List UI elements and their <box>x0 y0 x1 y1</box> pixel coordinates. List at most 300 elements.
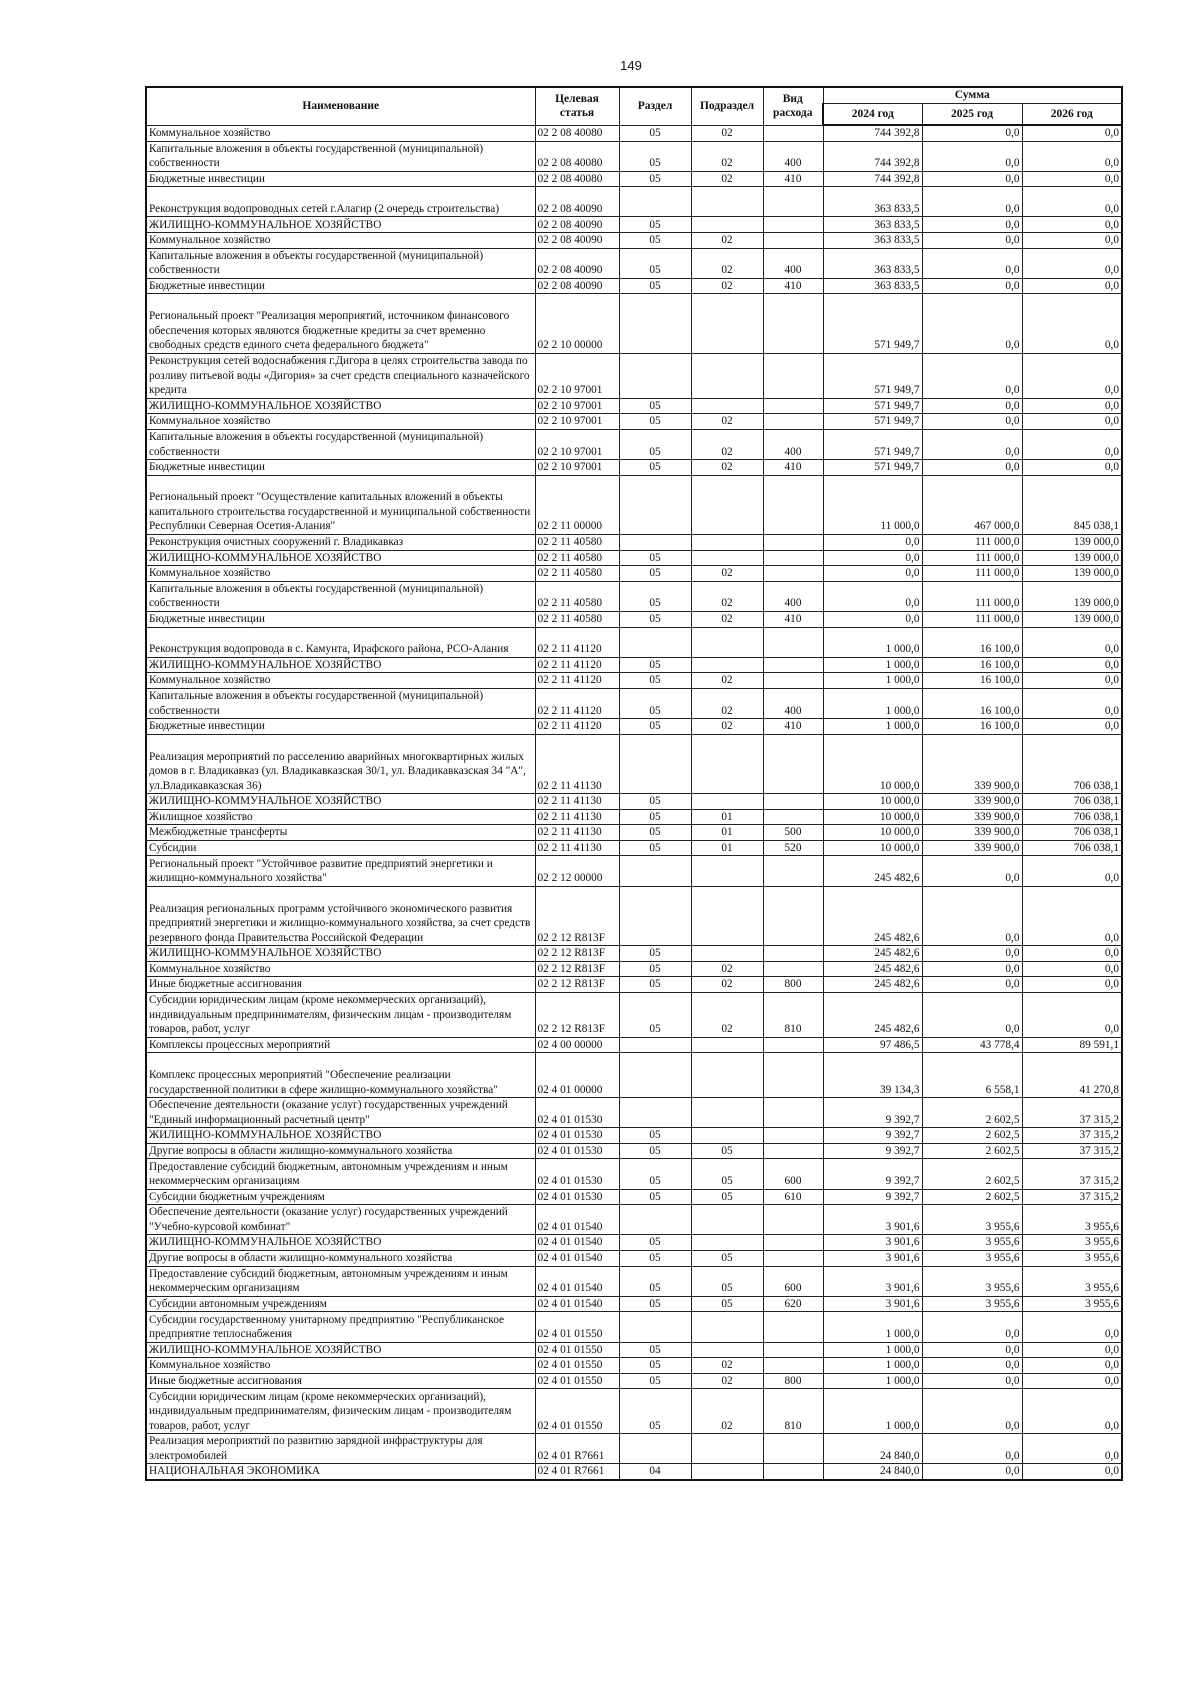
cell-target-article: 02 2 12 R813F <box>535 977 619 993</box>
cell-subsection: 05 <box>691 1266 763 1296</box>
cell-name: Жилищное хозяйство <box>146 809 535 825</box>
cell-name: ЖИЛИЩНО-КОММУНАЛЬНОЕ ХОЗЯЙСТВО <box>146 217 535 233</box>
cell-section: 05 <box>619 429 691 459</box>
cell-sum-2025: 0,0 <box>922 294 1022 353</box>
cell-expense-type: 400 <box>763 248 823 278</box>
cell-target-article: 02 4 01 01540 <box>535 1205 619 1235</box>
cell-sum-2026: 0,0 <box>1022 627 1122 657</box>
table-row <box>146 1053 1122 1098</box>
cell-sum-2025: 339 900,0 <box>922 794 1022 810</box>
cell-target-article: 02 4 01 01540 <box>535 1235 619 1251</box>
cell-name: Капитальные вложения в объекты государственной (муниципальной) собственности <box>146 141 535 171</box>
cell-section <box>619 294 691 353</box>
header-section: Раздел <box>619 87 691 125</box>
cell-target-article: 02 2 10 97001 <box>535 353 619 398</box>
cell-sum-2025: 2 602,5 <box>922 1143 1022 1159</box>
cell-name: Обеспечение деятельности (оказание услуг) государственных учреждений "Единый информационный расчетный центр" <box>146 1098 535 1128</box>
cell-name: ЖИЛИЩНО-КОММУНАЛЬНОЕ ХОЗЯЙСТВО <box>146 657 535 673</box>
cell-sum-2026: 0,0 <box>1022 1358 1122 1374</box>
header-year-2024: 2024 год <box>823 103 922 125</box>
table-row <box>146 856 1122 886</box>
cell-target-article: 02 2 11 41130 <box>535 840 619 856</box>
cell-sum-2025: 339 900,0 <box>922 840 1022 856</box>
cell-sum-2026: 706 038,1 <box>1022 794 1122 810</box>
cell-sum-2026: 3 955,6 <box>1022 1296 1122 1312</box>
cell-section: 05 <box>619 581 691 611</box>
cell-target-article: 02 2 11 41130 <box>535 825 619 841</box>
cell-target-article: 02 2 11 41120 <box>535 657 619 673</box>
cell-name: Другие вопросы в области жилищно-коммунального хозяйства <box>146 1143 535 1159</box>
cell-sum-2025: 2 602,5 <box>922 1128 1022 1144</box>
table-row <box>146 946 1122 962</box>
cell-expense-type <box>763 550 823 566</box>
cell-subsection: 01 <box>691 809 763 825</box>
cell-target-article: 02 2 11 40580 <box>535 550 619 566</box>
cell-sum-2026: 3 955,6 <box>1022 1266 1122 1296</box>
cell-sum-2025: 111 000,0 <box>922 534 1022 550</box>
table-row <box>146 1037 1122 1053</box>
cell-sum-2025: 2 602,5 <box>922 1189 1022 1205</box>
cell-sum-2025: 111 000,0 <box>922 581 1022 611</box>
cell-expense-type <box>763 809 823 825</box>
cell-name: НАЦИОНАЛЬНАЯ ЭКОНОМИКА <box>146 1464 535 1480</box>
cell-sum-2024: 744 392,8 <box>823 171 922 187</box>
cell-name: ЖИЛИЩНО-КОММУНАЛЬНОЕ ХОЗЯЙСТВО <box>146 1235 535 1251</box>
cell-subsection: 02 <box>691 673 763 689</box>
cell-section <box>619 1037 691 1053</box>
cell-name: Коммунальное хозяйство <box>146 566 535 582</box>
table-row <box>146 1098 1122 1128</box>
cell-sum-2024: 1 000,0 <box>823 1358 922 1374</box>
cell-subsection: 05 <box>691 1296 763 1312</box>
cell-section: 05 <box>619 809 691 825</box>
cell-expense-type <box>763 125 823 141</box>
cell-expense-type <box>763 1143 823 1159</box>
table-row <box>146 840 1122 856</box>
cell-subsection <box>691 1053 763 1098</box>
cell-sum-2025: 0,0 <box>922 414 1022 430</box>
cell-sum-2024: 571 949,7 <box>823 398 922 414</box>
cell-sum-2025: 339 900,0 <box>922 825 1022 841</box>
cell-expense-type <box>763 566 823 582</box>
cell-expense-type <box>763 187 823 217</box>
cell-sum-2026: 3 955,6 <box>1022 1235 1122 1251</box>
table-row <box>146 688 1122 718</box>
cell-section: 05 <box>619 1389 691 1434</box>
cell-subsection <box>691 627 763 657</box>
cell-section: 05 <box>619 961 691 977</box>
cell-target-article: 02 2 11 00000 <box>535 475 619 534</box>
cell-expense-type <box>763 856 823 886</box>
cell-sum-2026: 0,0 <box>1022 217 1122 233</box>
cell-sum-2024: 1 000,0 <box>823 1373 922 1389</box>
table-row <box>146 550 1122 566</box>
cell-target-article: 02 2 11 41130 <box>535 734 619 793</box>
cell-sum-2026: 0,0 <box>1022 414 1122 430</box>
cell-sum-2025: 0,0 <box>922 1358 1022 1374</box>
cell-sum-2025: 111 000,0 <box>922 550 1022 566</box>
cell-sum-2024: 9 392,7 <box>823 1098 922 1128</box>
header-sum: Сумма <box>823 87 1122 103</box>
cell-sum-2024: 0,0 <box>823 611 922 627</box>
table-row <box>146 1189 1122 1205</box>
cell-sum-2024: 9 392,7 <box>823 1128 922 1144</box>
cell-sum-2025: 3 955,6 <box>922 1266 1022 1296</box>
table-row <box>146 414 1122 430</box>
cell-name: Субсидии автономным учреждениям <box>146 1296 535 1312</box>
cell-section: 05 <box>619 1266 691 1296</box>
cell-sum-2026: 706 038,1 <box>1022 734 1122 793</box>
cell-name: Другие вопросы в области жилищно-коммунального хозяйства <box>146 1250 535 1266</box>
cell-subsection: 02 <box>691 429 763 459</box>
cell-expense-type: 600 <box>763 1159 823 1189</box>
cell-sum-2024: 11 000,0 <box>823 475 922 534</box>
cell-subsection <box>691 1434 763 1464</box>
cell-expense-type <box>763 1342 823 1358</box>
cell-expense-type <box>763 217 823 233</box>
cell-target-article: 02 4 01 01540 <box>535 1250 619 1266</box>
cell-expense-type: 610 <box>763 1189 823 1205</box>
cell-expense-type <box>763 1235 823 1251</box>
cell-subsection <box>691 657 763 673</box>
cell-name: Коммунальное хозяйство <box>146 125 535 141</box>
cell-sum-2024: 363 833,5 <box>823 187 922 217</box>
cell-target-article: 02 2 11 41130 <box>535 794 619 810</box>
cell-sum-2025: 339 900,0 <box>922 734 1022 793</box>
cell-name: Реконструкция водопровода в с. Камунта, Ирафского района, РСО-Алания <box>146 627 535 657</box>
cell-sum-2025: 2 602,5 <box>922 1159 1022 1189</box>
cell-expense-type: 800 <box>763 977 823 993</box>
cell-sum-2025: 3 955,6 <box>922 1296 1022 1312</box>
cell-sum-2026: 0,0 <box>1022 961 1122 977</box>
cell-sum-2025: 16 100,0 <box>922 627 1022 657</box>
table-row <box>146 825 1122 841</box>
cell-sum-2025: 111 000,0 <box>922 566 1022 582</box>
cell-sum-2026: 0,0 <box>1022 673 1122 689</box>
cell-target-article: 02 4 01 00000 <box>535 1053 619 1098</box>
cell-section: 05 <box>619 992 691 1037</box>
cell-target-article: 02 2 08 40090 <box>535 233 619 249</box>
cell-expense-type <box>763 294 823 353</box>
cell-subsection: 02 <box>691 460 763 476</box>
cell-sum-2026: 0,0 <box>1022 946 1122 962</box>
table-row <box>146 1358 1122 1374</box>
cell-sum-2024: 571 949,7 <box>823 460 922 476</box>
cell-target-article: 02 2 08 40090 <box>535 248 619 278</box>
cell-sum-2025: 0,0 <box>922 187 1022 217</box>
table-row <box>146 217 1122 233</box>
cell-expense-type: 810 <box>763 1389 823 1434</box>
cell-section: 05 <box>619 1250 691 1266</box>
cell-sum-2024: 0,0 <box>823 566 922 582</box>
cell-sum-2024: 363 833,5 <box>823 248 922 278</box>
cell-section: 05 <box>619 278 691 294</box>
table-row <box>146 1389 1122 1434</box>
cell-sum-2026: 139 000,0 <box>1022 611 1122 627</box>
cell-target-article: 02 4 01 01550 <box>535 1312 619 1342</box>
cell-name: ЖИЛИЩНО-КОММУНАЛЬНОЕ ХОЗЯЙСТВО <box>146 794 535 810</box>
cell-sum-2026: 0,0 <box>1022 856 1122 886</box>
cell-section <box>619 886 691 945</box>
cell-name: Коммунальное хозяйство <box>146 233 535 249</box>
cell-section: 05 <box>619 233 691 249</box>
cell-sum-2024: 245 482,6 <box>823 886 922 945</box>
cell-subsection: 02 <box>691 248 763 278</box>
cell-name: Коммунальное хозяйство <box>146 414 535 430</box>
cell-section <box>619 1205 691 1235</box>
cell-expense-type <box>763 961 823 977</box>
table-row <box>146 1464 1122 1480</box>
cell-section: 05 <box>619 1342 691 1358</box>
cell-subsection <box>691 1098 763 1128</box>
cell-sum-2026: 706 038,1 <box>1022 809 1122 825</box>
cell-name: Реконструкция сетей водоснабжения г.Дигора в целях строительства завода по розливу питьевой воды «Дигория» за счет средств специального казначейского кредита <box>146 353 535 398</box>
table-row <box>146 278 1122 294</box>
cell-sum-2024: 24 840,0 <box>823 1434 922 1464</box>
cell-section <box>619 353 691 398</box>
cell-subsection <box>691 1037 763 1053</box>
table-row <box>146 171 1122 187</box>
cell-section <box>619 1434 691 1464</box>
table-row <box>146 1266 1122 1296</box>
cell-name: Субсидии юридическим лицам (кроме некоммерческих организаций), индивидуальным предпринимателям, физическим лицам - производителям товаров, работ, услуг <box>146 1389 535 1434</box>
cell-section: 05 <box>619 657 691 673</box>
cell-target-article: 02 4 01 01530 <box>535 1098 619 1128</box>
cell-target-article: 02 2 08 40080 <box>535 171 619 187</box>
cell-target-article: 02 2 11 41120 <box>535 673 619 689</box>
cell-expense-type <box>763 1098 823 1128</box>
cell-sum-2026: 37 315,2 <box>1022 1128 1122 1144</box>
cell-target-article: 02 2 10 97001 <box>535 429 619 459</box>
cell-sum-2026: 0,0 <box>1022 719 1122 735</box>
cell-sum-2026: 0,0 <box>1022 1312 1122 1342</box>
cell-sum-2026: 41 270,8 <box>1022 1053 1122 1098</box>
cell-name: Комплексы процессных мероприятий <box>146 1037 535 1053</box>
cell-name: Реконструкция очистных сооружений г. Владикавказ <box>146 534 535 550</box>
cell-section: 05 <box>619 171 691 187</box>
cell-sum-2024: 3 901,6 <box>823 1296 922 1312</box>
cell-subsection: 02 <box>691 992 763 1037</box>
cell-target-article: 02 2 12 R813F <box>535 946 619 962</box>
cell-target-article: 02 2 11 40580 <box>535 581 619 611</box>
table-row <box>146 611 1122 627</box>
cell-sum-2024: 3 901,6 <box>823 1235 922 1251</box>
cell-section: 05 <box>619 414 691 430</box>
cell-name: Субсидии бюджетным учреждениям <box>146 1189 535 1205</box>
cell-sum-2024: 571 949,7 <box>823 429 922 459</box>
table-row <box>146 657 1122 673</box>
cell-sum-2026: 0,0 <box>1022 187 1122 217</box>
table-row <box>146 794 1122 810</box>
cell-sum-2026: 0,0 <box>1022 1373 1122 1389</box>
cell-sum-2024: 39 134,3 <box>823 1053 922 1098</box>
cell-sum-2025: 0,0 <box>922 353 1022 398</box>
cell-section: 05 <box>619 398 691 414</box>
cell-target-article: 02 2 08 40080 <box>535 125 619 141</box>
cell-section: 05 <box>619 1235 691 1251</box>
cell-expense-type <box>763 353 823 398</box>
cell-target-article: 02 2 11 41130 <box>535 809 619 825</box>
cell-name: Реализация региональных программ устойчивого экономического развития предприятий энергетики и жилищно-коммунального хозяйства, за счет средств резервного фонда Правительства Российской Федерации <box>146 886 535 945</box>
cell-sum-2025: 0,0 <box>922 856 1022 886</box>
cell-name: Региональный проект "Реализация мероприятий, источником финансового обеспечения которых являются бюджетные кредиты за счет временно свободных средств единого счета федерального бюджета" <box>146 294 535 353</box>
cell-name: Субсидии государственному унитарному предприятию "Республиканское предприятие теплоснабжения <box>146 1312 535 1342</box>
cell-subsection: 05 <box>691 1250 763 1266</box>
cell-sum-2026: 0,0 <box>1022 977 1122 993</box>
cell-expense-type <box>763 657 823 673</box>
cell-sum-2024: 10 000,0 <box>823 794 922 810</box>
cell-sum-2025: 0,0 <box>922 977 1022 993</box>
cell-subsection: 02 <box>691 125 763 141</box>
cell-name: Региональный проект "Осуществление капитальных вложений в объекты капитального строительства государственной и муниципальной собственности Республики Северная Осетия-Алания" <box>146 475 535 534</box>
cell-expense-type <box>763 1464 823 1480</box>
cell-sum-2025: 0,0 <box>922 429 1022 459</box>
table-row <box>146 353 1122 398</box>
cell-name: Реализация мероприятий по развитию зарядной инфраструктуры для электромобилей <box>146 1434 535 1464</box>
cell-section: 04 <box>619 1464 691 1480</box>
cell-sum-2026: 37 315,2 <box>1022 1189 1122 1205</box>
cell-name: ЖИЛИЩНО-КОММУНАЛЬНОЕ ХОЗЯЙСТВО <box>146 946 535 962</box>
table-row <box>146 398 1122 414</box>
cell-expense-type <box>763 1053 823 1098</box>
cell-target-article: 02 2 12 00000 <box>535 856 619 886</box>
cell-sum-2025: 3 955,6 <box>922 1250 1022 1266</box>
cell-sum-2026: 3 955,6 <box>1022 1250 1122 1266</box>
cell-name: Предоставление субсидий бюджетным, автономным учреждениям и иным некоммерческим организациям <box>146 1266 535 1296</box>
cell-sum-2025: 0,0 <box>922 278 1022 294</box>
cell-subsection <box>691 1464 763 1480</box>
cell-target-article: 02 4 01 01530 <box>535 1143 619 1159</box>
cell-expense-type: 400 <box>763 688 823 718</box>
table-row <box>146 1143 1122 1159</box>
cell-target-article: 02 4 01 01550 <box>535 1358 619 1374</box>
table-row <box>146 429 1122 459</box>
cell-subsection: 01 <box>691 840 763 856</box>
cell-sum-2025: 3 955,6 <box>922 1235 1022 1251</box>
table-body <box>146 125 1122 1480</box>
cell-sum-2025: 0,0 <box>922 1342 1022 1358</box>
table-row <box>146 566 1122 582</box>
cell-target-article: 02 2 11 40580 <box>535 534 619 550</box>
cell-subsection <box>691 353 763 398</box>
cell-expense-type <box>763 627 823 657</box>
cell-subsection <box>691 1312 763 1342</box>
cell-expense-type <box>763 1312 823 1342</box>
cell-sum-2025: 16 100,0 <box>922 688 1022 718</box>
cell-sum-2026: 0,0 <box>1022 429 1122 459</box>
cell-sum-2025: 467 000,0 <box>922 475 1022 534</box>
cell-name: Капитальные вложения в объекты государственной (муниципальной) собственности <box>146 581 535 611</box>
cell-expense-type: 400 <box>763 429 823 459</box>
cell-section: 05 <box>619 460 691 476</box>
cell-section: 05 <box>619 611 691 627</box>
cell-name: ЖИЛИЩНО-КОММУНАЛЬНОЕ ХОЗЯЙСТВО <box>146 1342 535 1358</box>
cell-name: ЖИЛИЩНО-КОММУНАЛЬНОЕ ХОЗЯЙСТВО <box>146 1128 535 1144</box>
cell-sum-2024: 245 482,6 <box>823 977 922 993</box>
cell-target-article: 02 2 12 R813F <box>535 992 619 1037</box>
cell-sum-2025: 16 100,0 <box>922 657 1022 673</box>
cell-sum-2024: 3 901,6 <box>823 1250 922 1266</box>
cell-sum-2026: 0,0 <box>1022 171 1122 187</box>
cell-expense-type <box>763 794 823 810</box>
cell-subsection: 02 <box>691 977 763 993</box>
cell-sum-2026: 0,0 <box>1022 398 1122 414</box>
cell-sum-2025: 0,0 <box>922 1464 1022 1480</box>
cell-name: Обеспечение деятельности (оказание услуг) государственных учреждений "Учебно-курсовой комбинат" <box>146 1205 535 1235</box>
cell-expense-type: 410 <box>763 171 823 187</box>
cell-target-article: 02 2 08 40090 <box>535 217 619 233</box>
cell-target-article: 02 2 11 41120 <box>535 688 619 718</box>
cell-target-article: 02 2 11 41120 <box>535 627 619 657</box>
cell-sum-2025: 0,0 <box>922 961 1022 977</box>
table-row <box>146 719 1122 735</box>
cell-sum-2025: 0,0 <box>922 171 1022 187</box>
cell-expense-type: 410 <box>763 719 823 735</box>
cell-section: 05 <box>619 248 691 278</box>
table-row <box>146 673 1122 689</box>
cell-sum-2024: 1 000,0 <box>823 1389 922 1434</box>
cell-sum-2026: 0,0 <box>1022 1389 1122 1434</box>
cell-target-article: 02 2 11 41120 <box>535 719 619 735</box>
cell-target-article: 02 4 01 01550 <box>535 1342 619 1358</box>
cell-sum-2025: 2 602,5 <box>922 1098 1022 1128</box>
cell-section: 05 <box>619 673 691 689</box>
header-target-article: Целевая статья <box>535 87 619 125</box>
cell-section: 05 <box>619 1159 691 1189</box>
cell-target-article: 02 4 01 R7661 <box>535 1464 619 1480</box>
cell-subsection: 02 <box>691 1358 763 1374</box>
cell-sum-2024: 97 486,5 <box>823 1037 922 1053</box>
cell-expense-type: 800 <box>763 1373 823 1389</box>
cell-target-article: 02 4 01 01530 <box>535 1189 619 1205</box>
cell-sum-2025: 0,0 <box>922 1389 1022 1434</box>
cell-subsection <box>691 217 763 233</box>
table-row <box>146 1296 1122 1312</box>
cell-name: Предоставление субсидий бюджетным, автономным учреждениям и иным некоммерческим организациям <box>146 1159 535 1189</box>
table-row <box>146 886 1122 945</box>
cell-subsection: 02 <box>691 1389 763 1434</box>
cell-expense-type <box>763 414 823 430</box>
cell-name: Субсидии <box>146 840 535 856</box>
cell-sum-2024: 0,0 <box>823 550 922 566</box>
table-row <box>146 248 1122 278</box>
cell-target-article: 02 2 11 40580 <box>535 566 619 582</box>
cell-name: Бюджетные инвестиции <box>146 719 535 735</box>
cell-section: 05 <box>619 141 691 171</box>
table-row <box>146 1250 1122 1266</box>
cell-subsection <box>691 886 763 945</box>
cell-sum-2026: 0,0 <box>1022 141 1122 171</box>
cell-section: 05 <box>619 794 691 810</box>
cell-expense-type <box>763 1250 823 1266</box>
cell-sum-2025: 43 778,4 <box>922 1037 1022 1053</box>
cell-name: Субсидии юридическим лицам (кроме некоммерческих организаций), индивидуальным предпринимателям, физическим лицам - производителям товаров, работ, услуг <box>146 992 535 1037</box>
cell-target-article: 02 2 10 00000 <box>535 294 619 353</box>
cell-target-article: 02 2 10 97001 <box>535 460 619 476</box>
cell-section <box>619 475 691 534</box>
cell-section: 05 <box>619 688 691 718</box>
cell-sum-2024: 245 482,6 <box>823 961 922 977</box>
cell-subsection: 05 <box>691 1159 763 1189</box>
cell-sum-2026: 139 000,0 <box>1022 534 1122 550</box>
cell-sum-2025: 16 100,0 <box>922 719 1022 735</box>
cell-name: Бюджетные инвестиции <box>146 460 535 476</box>
table-row <box>146 534 1122 550</box>
cell-sum-2026: 3 955,6 <box>1022 1205 1122 1235</box>
cell-expense-type <box>763 233 823 249</box>
cell-subsection: 02 <box>691 719 763 735</box>
cell-name: Реконструкция водопроводных сетей г.Алагир (2 очередь строительства) <box>146 187 535 217</box>
